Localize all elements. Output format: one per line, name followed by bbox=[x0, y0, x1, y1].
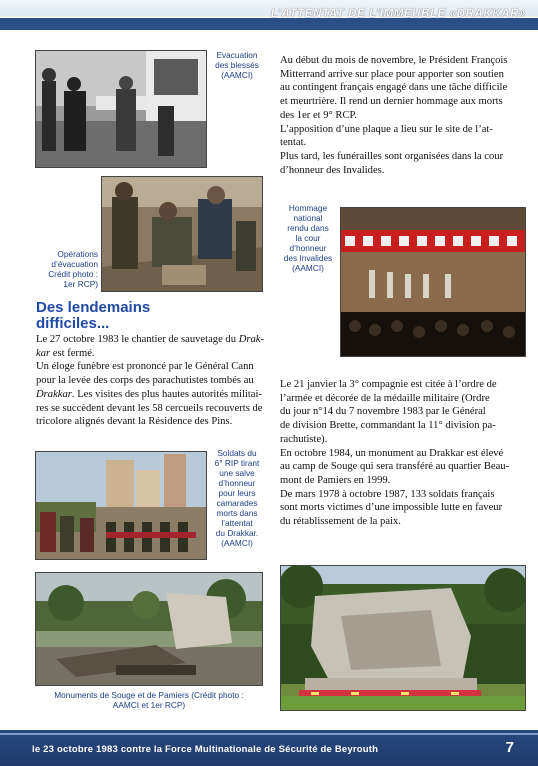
caption-evacuation bbox=[208, 50, 266, 80]
text-line bbox=[36, 402, 268, 416]
text-line: de division Brette, commandant la 11° division pa- bbox=[280, 420, 496, 432]
caption-line: AAMCI et 1er RCP) bbox=[112, 700, 186, 710]
header-title: L’ATTENTAT DE L’IMMEUBLE «DRAKKAR» bbox=[270, 8, 526, 20]
caption-line: camarades bbox=[216, 498, 258, 508]
text-line: mont de Pamiers en 1999. bbox=[280, 474, 391, 486]
right-top-text bbox=[280, 54, 520, 177]
caption-monuments bbox=[38, 690, 260, 710]
text-span: tricolore alignés devant la Résidence des Pins. bbox=[36, 416, 233, 428]
section-heading-line: Des lendemains bbox=[36, 299, 151, 316]
caption-line: du Drakkar. bbox=[215, 528, 259, 538]
text-line: d’honneur des Invalides. bbox=[280, 164, 385, 176]
caption-line: (AAMCI) bbox=[221, 538, 253, 548]
text-span: est fermé. bbox=[50, 347, 95, 359]
text-line: du rétablissement de la paix. bbox=[280, 516, 401, 528]
text-line: Le 21 janvier la 3° compagnie est citée à l’ordre de bbox=[280, 379, 497, 390]
caption-line: Crédit photo : bbox=[48, 269, 98, 279]
caption-line: l’attentat bbox=[221, 518, 253, 528]
caption-line: des Invalides bbox=[283, 253, 333, 263]
right-bottom-text bbox=[280, 378, 520, 529]
photo-operations bbox=[101, 176, 263, 292]
caption-line: Opérations bbox=[57, 249, 98, 259]
caption-line: Monuments de Souge et de Pamiers (Crédit photo : bbox=[54, 690, 244, 700]
text-span: pour la levée des corps des parachutistes tombés au bbox=[36, 375, 254, 387]
caption-line: une salve bbox=[219, 468, 255, 478]
caption-hommage bbox=[278, 203, 338, 273]
text-line: Plus tard, les funérailles sont organisées dans la cour bbox=[280, 150, 504, 162]
text-span: res se succèdent devant les 58 cercueils recouverts de bbox=[36, 402, 263, 414]
text-line bbox=[36, 415, 268, 429]
caption-line: la cour bbox=[295, 233, 321, 243]
caption-line: (AAMCI) bbox=[221, 70, 253, 80]
text-line bbox=[36, 333, 268, 347]
text-line bbox=[36, 388, 268, 402]
caption-line: Evacuation bbox=[216, 50, 258, 60]
photo-monument-souge bbox=[35, 572, 263, 686]
text-line: De mars 1978 à octobre 1987, 133 soldats français bbox=[280, 488, 495, 500]
text-line: L’apposition d’une plaque a lieu sur le site de l’at- bbox=[280, 123, 493, 135]
text-italic: Drak- bbox=[238, 334, 264, 345]
text-line bbox=[36, 374, 268, 388]
text-line: du jour n°14 du 7 novembre 1983 par le Général bbox=[280, 406, 486, 418]
text-line: l’armée et décorée de la médaille militaire (Ordre bbox=[280, 392, 490, 404]
caption-line: rendu dans bbox=[287, 223, 329, 233]
photo-evacuation bbox=[35, 50, 207, 168]
text-line: Au début du mois de novembre, le Président François bbox=[280, 55, 508, 66]
text-italic: kar bbox=[36, 347, 51, 359]
text-line: au camp de Souge qui sera transféré au quartier Beau- bbox=[280, 461, 510, 473]
photo-salve bbox=[35, 451, 207, 560]
header-bar bbox=[0, 0, 538, 30]
text-line: sont morts victimes d’une impossible lutte en faveur bbox=[280, 502, 503, 514]
text-span: . Les visites des plus hautes autorités militai- bbox=[71, 388, 262, 400]
text-line: Mitterrand arrive sur place pour apporter son soutien bbox=[280, 68, 504, 80]
text-line: rachutiste). bbox=[280, 433, 328, 445]
caption-line: 1er RCP) bbox=[63, 279, 98, 289]
page-number: 7 bbox=[505, 739, 514, 756]
text-line: au contingent français engagé dans une tâche difficile bbox=[280, 82, 508, 94]
caption-line: Soldats du bbox=[217, 448, 257, 458]
footer-divider bbox=[0, 733, 538, 735]
footer-text: le 23 octobre 1983 contre la Force Multinationale de Sécurité de Beyrouth bbox=[32, 744, 379, 755]
caption-line: Hommage bbox=[288, 203, 328, 213]
text-italic: Drakkar bbox=[36, 388, 72, 400]
photo-monument-pamiers bbox=[280, 565, 526, 711]
photo-invalides bbox=[340, 207, 526, 357]
text-line bbox=[36, 347, 268, 361]
caption-line: pour leurs bbox=[218, 488, 256, 498]
section-heading-line: difficiles... bbox=[36, 315, 110, 332]
caption-line: des blessés bbox=[215, 60, 259, 70]
text-line bbox=[36, 360, 268, 374]
caption-salve bbox=[208, 448, 266, 548]
text-span: Un éloge funèbre est prononcé par le Général Cann bbox=[36, 361, 254, 373]
caption-line: national bbox=[293, 213, 323, 223]
caption-line: d’honneur bbox=[218, 478, 256, 488]
caption-line: 6° RIP tirant bbox=[214, 458, 260, 468]
caption-line: morts dans bbox=[216, 508, 258, 518]
text-line: et meurtrière. Il rend un dernier hommage aux morts bbox=[280, 96, 503, 108]
text-line: En octobre 1984, un monument au Drakkar est élevé bbox=[280, 447, 504, 459]
caption-line: (AAMCI) bbox=[292, 263, 324, 273]
text-span: Le 27 octobre 1983 le chantier de sauvetage du bbox=[36, 334, 239, 345]
text-line: des 1er et 9° RCP. bbox=[280, 109, 357, 121]
section-heading bbox=[36, 300, 150, 332]
left-body-text bbox=[36, 333, 268, 429]
text-line: tentat. bbox=[280, 137, 307, 149]
caption-operations bbox=[30, 249, 98, 289]
caption-line: d’honneur bbox=[289, 243, 327, 253]
caption-line: d’évacuation bbox=[51, 259, 98, 269]
